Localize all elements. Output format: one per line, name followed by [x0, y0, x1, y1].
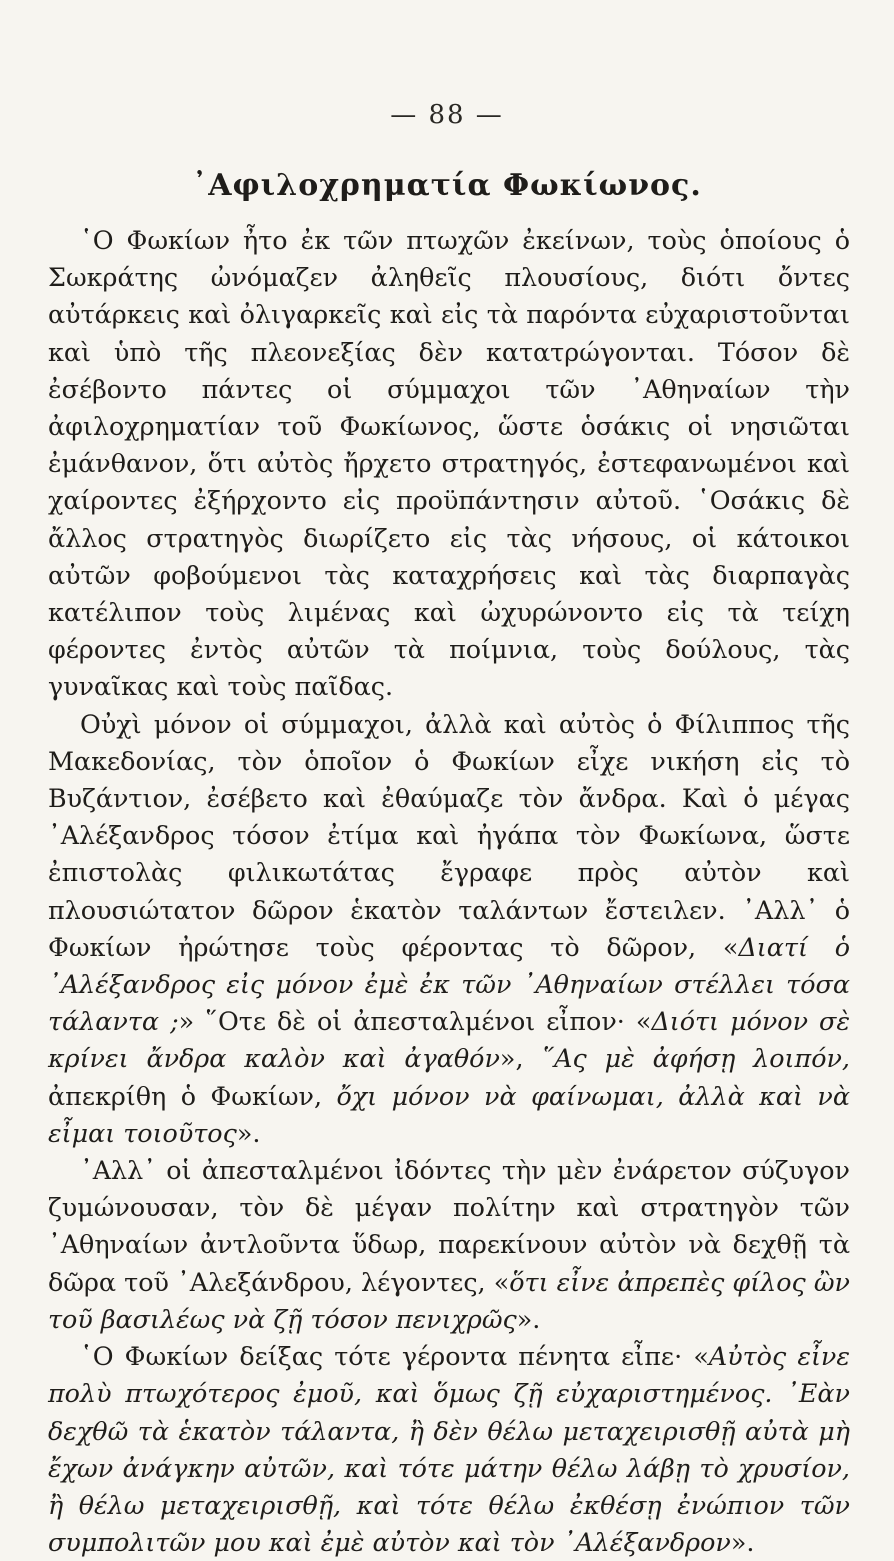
italic-quote: ὅτι εἶνε ἀπρεπὲς φίλος ὢν τοῦ βασιλέως νὰ ζῇ τόσον πενιχρῶς	[48, 1266, 850, 1334]
section-title: ᾿Αφιλοχρηματία Φωκίωνος.	[192, 168, 702, 203]
italic-quote: Αὐτὸς εἶνε πολὺ πτωχότερος ἐμοῦ, καὶ ὅμως ζῇ εὐχαριστημένος. ᾿Εὰν δεχθῶ τὰ ἑκατὸν τάλαντα, ἢ δὲν θέλω μεταχειρισθῇ αὐτὰ μὴ ἔχων ἀνάγκην αὐτῶν, καὶ τότε μάτην θέλω λάβῃ τὸ χρυσίον, ἢ θέλω μεταχειρισθῇ, καὶ τότε θέλω ἐκθέσῃ ἐνώπιον τῶν συμπολιτῶν μου καὶ ἐμὲ αὐτὸν καὶ τὸν ᾿Αλέξανδρον	[48, 1341, 850, 1558]
paragraph-2	[48, 706, 850, 1152]
italic-quote: ῞Ας μὲ ἀφήσῃ λοιπόν,	[541, 1043, 850, 1074]
paragraph-1	[48, 222, 850, 706]
text-segment: ῾Ο Φωκίων ἦτο ἐκ τῶν πτωχῶν ἐκείνων, τοὺς ὁποίους ὁ Σωκράτης ὠνόμαζεν ἀληθεῖς πλουσίους, διότι ὄντες αὐτάρκεις καὶ ὀλιγαρκεῖς καὶ εἰς τὰ παρόντα εὐχαριστοῦνται καὶ ὑπὸ τῆς πλεονεξίας δὲν κατατρώγονται. Τόσον δὲ ἐσέβοντο πάντες οἱ σύμμαχοι τῶν ᾿Αθηναίων τὴν ἀφιλοχρηματίαν τοῦ Φωκίωνος, ὥστε ὁσάκις οἱ νησιῶται ἐμάνθανον, ὅτι αὐτὸς ἤρχετο στρατηγός, ἐστεφανωμένοι καὶ χαίροντες ἐξήρχοντο εἰς προϋπάντησιν αὐτοῦ. ῾Οσάκις δὲ ἄλλος στρατηγὸς διωρίζετο εἰς τὰς νήσους, οἱ κάτοικοι αὐτῶν φοβούμενοι τὰς καταχρήσεις καὶ τὰς διαρπαγὰς κατέλιπον τοὺς λιμένας καὶ ὠχυρώνοντο εἰς τὰ τείχη φέροντες ἐντὸς αὐτῶν τὰ ποίμνια, τοὺς δούλους, τὰς γυναῖκας καὶ τοὺς παῖδας.	[48, 225, 850, 702]
text-segment: ».	[730, 1527, 755, 1558]
text-segment: » ῞Οτε δὲ οἱ ἀπεσταλμένοι εἶπον· «	[178, 1006, 652, 1037]
italic-quote: Διότι μόνον σὲ κρίνει ἄνδρα καλὸν καὶ ἀγαθόν	[48, 1006, 851, 1074]
text-segment: ».	[236, 1117, 261, 1148]
body-text	[48, 222, 850, 1561]
page-number: — 88 —	[390, 100, 504, 130]
text-segment: ἀπεκρίθη ὁ Φωκίων,	[48, 1080, 337, 1111]
text-segment: ᾿Αλλ᾿ οἱ ἀπεσταλμένοι ἰδόντες τὴν μὲν ἐνάρετον σύζυγον ζυμώνουσαν, τὸν δὲ μέγαν πολίτην καὶ στρατηγὸν τῶν ᾿Αθηναίων ἀντλοῦντα ὕδωρ, παρεκίνουν αὐτὸν νὰ δεχθῇ τὰ δῶρα τοῦ ᾿Αλεξάνδρου, λέγοντες, «	[48, 1155, 850, 1297]
paragraph-4	[48, 1338, 850, 1561]
paragraph-3	[48, 1152, 850, 1338]
text-segment: »,	[499, 1043, 542, 1074]
text-segment: ».	[516, 1303, 541, 1334]
italic-quote: ὄχι μόνον νὰ φαίνωμαι, ἀλλὰ καὶ νὰ εἶμαι τοιοῦτος	[48, 1080, 850, 1148]
text-segment: ῾Ο Φωκίων δείξας τότε γέροντα πένητα εἶπε· «	[80, 1341, 709, 1372]
text-segment: Οὐχὶ μόνον οἱ σύμμαχοι, ἀλλὰ καὶ αὐτὸς ὁ Φίλιππος τῆς Μακεδονίας, τὸν ὁποῖον ὁ Φωκίων εἶχε νικήση εἰς τὸ Βυζάντιον, ἐσέβετο καὶ ἐθαύμαζε τὸν ἄνδρα. Καὶ ὁ μέγας ᾿Αλέξανδρος τόσον ἐτίμα καὶ ἠγάπα τὸν Φωκίωνα, ὥστε ἐπιστολὰς φιλικωτάτας ἔγραφε πρὸς αὐτὸν καὶ πλουσιώτατον δῶρον ἑκατὸν ταλάντων ἔστειλεν. ᾿Αλλ᾿ ὁ Φωκίων ἠρώτησε τοὺς φέροντας τὸ δῶρον, «	[48, 708, 850, 962]
italic-quote: Διατί ὁ ᾿Αλέξανδρος εἰς μόνον ἐμὲ ἐκ τῶν ᾿Αθηναίων στέλλει τόσα τάλαντα ;	[48, 931, 850, 1037]
